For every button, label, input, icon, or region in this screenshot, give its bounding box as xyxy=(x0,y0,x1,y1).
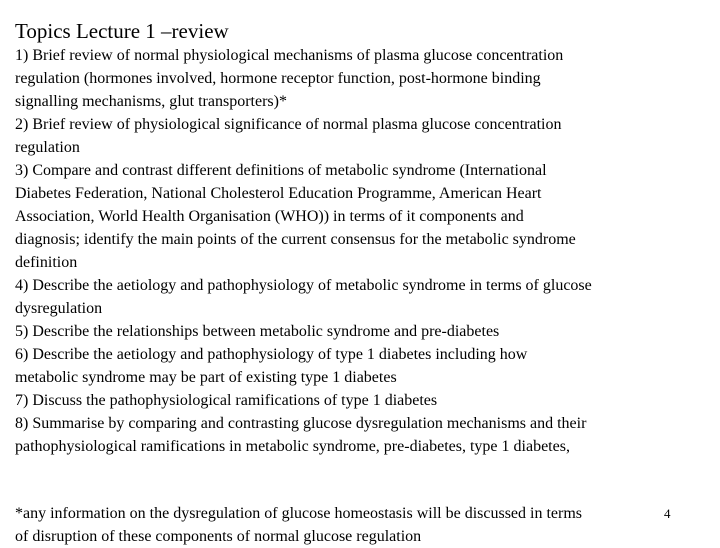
topic-line: 3) Compare and contrast different definitions of metabolic syndrome (International xyxy=(15,162,547,179)
topic-line: regulation (hormones involved, hormone receptor function, post-hormone binding xyxy=(15,70,541,87)
topic-item-5 xyxy=(15,320,715,343)
topic-item-4 xyxy=(15,274,715,320)
topic-item-8 xyxy=(15,412,715,458)
topic-list xyxy=(15,44,715,458)
topic-line: 6) Describe the aetiology and pathophysiology of type 1 diabetes including how xyxy=(15,346,528,363)
slide-number: 4 xyxy=(664,506,671,521)
topic-item-6 xyxy=(15,343,715,389)
topic-item-7 xyxy=(15,389,715,412)
topic-line: 5) Describe the relationships between metabolic syndrome and pre-diabetes xyxy=(15,323,500,340)
topic-line: signalling mechanisms, glut transporters)* xyxy=(15,93,287,110)
topic-line: Diabetes Federation, National Cholesterol Education Programme, American Heart xyxy=(15,185,542,202)
topic-item-1 xyxy=(15,44,715,113)
slide-title: Topics Lecture 1 –review xyxy=(15,19,229,43)
footnote xyxy=(15,502,715,548)
footnote-line: of disruption of these components of normal glucose regulation xyxy=(15,528,422,545)
topic-line: metabolic syndrome may be part of existing type 1 diabetes xyxy=(15,369,397,386)
topic-line: 8) Summarise by comparing and contrasting glucose dysregulation mechanisms and their xyxy=(15,415,587,432)
topic-line: Association, World Health Organisation (WHO)) in terms of it components and xyxy=(15,208,524,225)
topic-item-3 xyxy=(15,159,715,274)
footnote-line: *any information on the dysregulation of glucose homeostasis will be discussed in terms xyxy=(15,505,583,522)
topic-line: dysregulation xyxy=(15,300,103,317)
topic-line: regulation xyxy=(15,139,80,156)
topic-line: diagnosis; identify the main points of the current consensus for the metabolic syndrome xyxy=(15,231,576,248)
topic-line: 1) Brief review of normal physiological mechanisms of plasma glucose concentration xyxy=(15,47,564,64)
topic-line: 4) Describe the aetiology and pathophysiology of metabolic syndrome in terms of glucose xyxy=(15,277,592,294)
topic-line: 7) Discuss the pathophysiological ramifications of type 1 diabetes xyxy=(15,392,438,409)
topic-line: pathophysiological ramifications in metabolic syndrome, pre-diabetes, type 1 diabetes, xyxy=(15,438,570,455)
topic-item-2 xyxy=(15,113,715,159)
topic-line: 2) Brief review of physiological significance of normal plasma glucose concentration xyxy=(15,116,562,133)
topic-line: definition xyxy=(15,254,78,271)
